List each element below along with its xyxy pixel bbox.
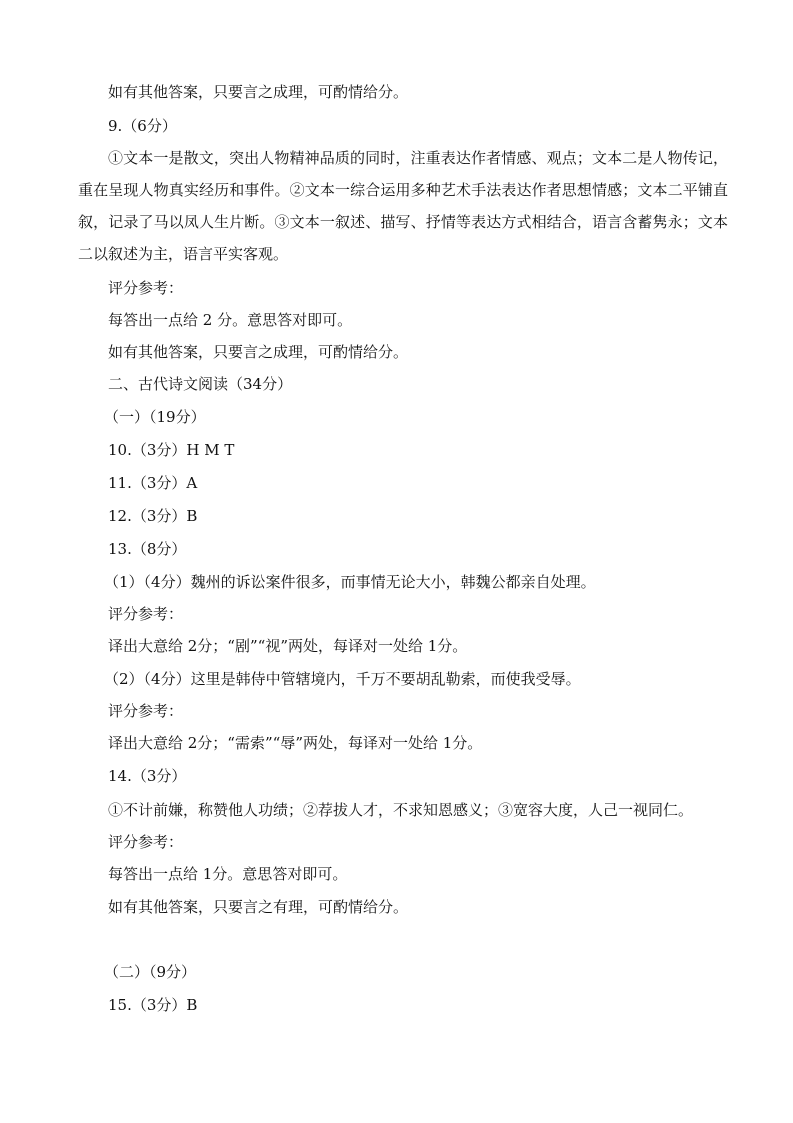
question-9-heading: 9.（6分） [108,117,177,135]
note-line: 如有其他答案，只要言之成理，可酌情给分。 [108,343,409,361]
scoring-rule: 每答出一点给 1分。意思答对即可。 [108,865,348,883]
scoring-label: 评分参考： [108,279,184,297]
scoring-rule: 译出大意给 2分；“需索”“辱”两处，每译对一处给 1分。 [108,734,483,752]
scoring-rule: 每答出一点给 2 分。意思答对即可。 [108,311,353,329]
question-13-part-1: （1）（4分）魏州的诉讼案件很多，而事情无论大小，韩魏公都亲自处理。 [104,573,596,591]
scoring-label: 评分参考： [108,702,184,720]
subsection-heading: （一）（19分） [104,408,206,426]
question-14-answer: ①不计前嫌，称赞他人功绩；②荐拔人才，不求知恩感义；③宽容大度，人己一视同仁。 [108,801,694,819]
scoring-label: 评分参考： [108,833,184,851]
question-15-answer: 15.（3分）B [108,996,198,1014]
question-10-answer: 10.（3分）H M T [108,441,235,459]
question-12-answer: 12.（3分）B [108,507,198,525]
question-14-heading: 14.（3分） [108,767,187,785]
question-11-answer: 11.（3分）A [108,474,198,492]
scoring-label: 评分参考： [108,605,184,623]
subsection-heading: （二）（9分） [104,963,197,981]
section-heading: 二、古代诗文阅读（34分） [108,375,293,393]
question-9-answer: ①文本一是散文，突出人物精神品质的同时，注重表达作者情感、观点；文本二是人物传记，重在呈现人物真实经历和事件。②文本一综合运用多种艺术手法表达作者思想情感；文本二平铺直叙，记录了马以凤人生片断。③文本一叙述、描写、抒情等表达方式相结合，语言含蓄隽永；文本二以叙述为主，语言平实客观。 [78,149,728,263]
question-13-part-2: （2）（4分）这里是韩侍中管辖境内，千万不要胡乱勒索，而使我受辱。 [104,670,581,688]
note-line: 如有其他答案，只要言之成理，可酌情给分。 [108,83,409,101]
scoring-rule: 译出大意给 2分；“剧”“视”两处，每译对一处给 1分。 [108,637,468,655]
note-line: 如有其他答案，只要言之有理，可酌情给分。 [108,898,409,916]
question-13-heading: 13.（8分） [108,540,187,558]
